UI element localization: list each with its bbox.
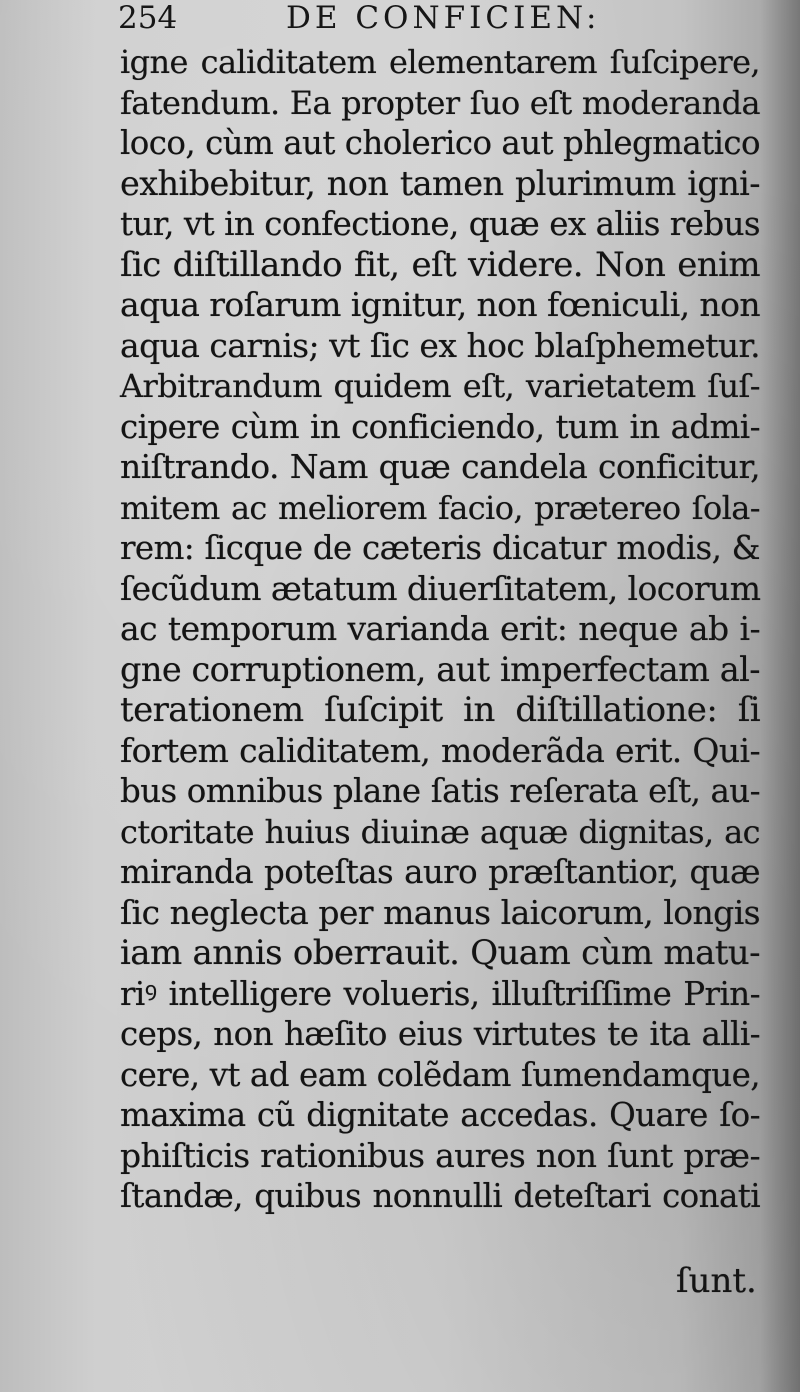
text-line: aqua carnis; vt ſic ex hoc blaſphemetur. (120, 325, 760, 365)
text-line: fatendum. Ea propter ſuo eſt moderanda (120, 83, 760, 122)
text-line: exhibebitur, non tamen plurimum igni- (120, 163, 760, 203)
text-line: niſtrando. Nam quæ candela conficitur, (120, 447, 760, 486)
text-line: rem: ſicque de cæteris dicatur modis, & (120, 529, 760, 567)
text-line: mitem ac meliorem facio, prætereo ſola- (120, 488, 760, 527)
text-line: bus omnibus plane ſatis reſerata eſt, au- (120, 772, 760, 810)
text-line: ceps, non hæſito eius virtutes te ita alli- (120, 1015, 760, 1053)
text-line: ctoritate huius diuinæ aquæ dignitas, ac (120, 812, 760, 851)
text-line: Arbitrandum quidem eſt, varietatem ſuſ- (120, 367, 760, 405)
text-line: tur, vt in confectione, quæ ex aliis rebus (120, 205, 760, 243)
catchword: ſunt. (676, 1261, 757, 1301)
text-line: fortem caliditatem, moderãda erit. Qui- (120, 730, 760, 770)
page-header (118, 0, 758, 40)
text-line: cere, vt ad eam colẽdam ſumendamque, (120, 1055, 760, 1094)
text-line: phiſticis rationibus aures non ſunt præ- (120, 1135, 760, 1175)
text-line: terationem ſuſcipit in diſtillatione: ſi (120, 690, 760, 730)
text-line: riꝰ intelligere volueris, illuſtriſſime Prin- (120, 974, 760, 1013)
gutter-shadow (760, 0, 800, 1392)
body-text (120, 42, 760, 1217)
text-line: aqua roſarum ignitur, non fœniculi, non (120, 285, 761, 324)
text-line: ac temporum varianda erit: neque ab i- (120, 609, 760, 648)
text-line: igne caliditatem elementarem ſuſcipere, (120, 43, 760, 81)
text-line: ſecũdum ætatum diuerſitatem, locorum (120, 568, 761, 608)
text-line: ſic neglecta per manus laicorum, longis (120, 892, 760, 932)
running-title: DE CONFICIEN: (286, 0, 601, 36)
text-line: gne corruptionem, aut imperfectam al- (120, 649, 760, 689)
text-line: ſic diſtillando fit, eſt videre. Non enim (120, 244, 760, 285)
text-line: iam annis oberrauit. Quam cùm matu- (120, 933, 760, 973)
text-line: ſtandæ, quibus nonnulli deteſtari conati (120, 1177, 760, 1215)
text-line: miranda poteſtas auro præſtantior, quæ (120, 853, 760, 891)
text-line: loco, cùm aut cholerico aut phlegmatico (120, 124, 760, 162)
page-number: 254 (118, 0, 178, 36)
text-line: cipere cùm in conficiendo, tum in admi- (120, 407, 760, 446)
text-line: maxima cũ dignitate accedas. Quare ſo- (120, 1096, 760, 1134)
